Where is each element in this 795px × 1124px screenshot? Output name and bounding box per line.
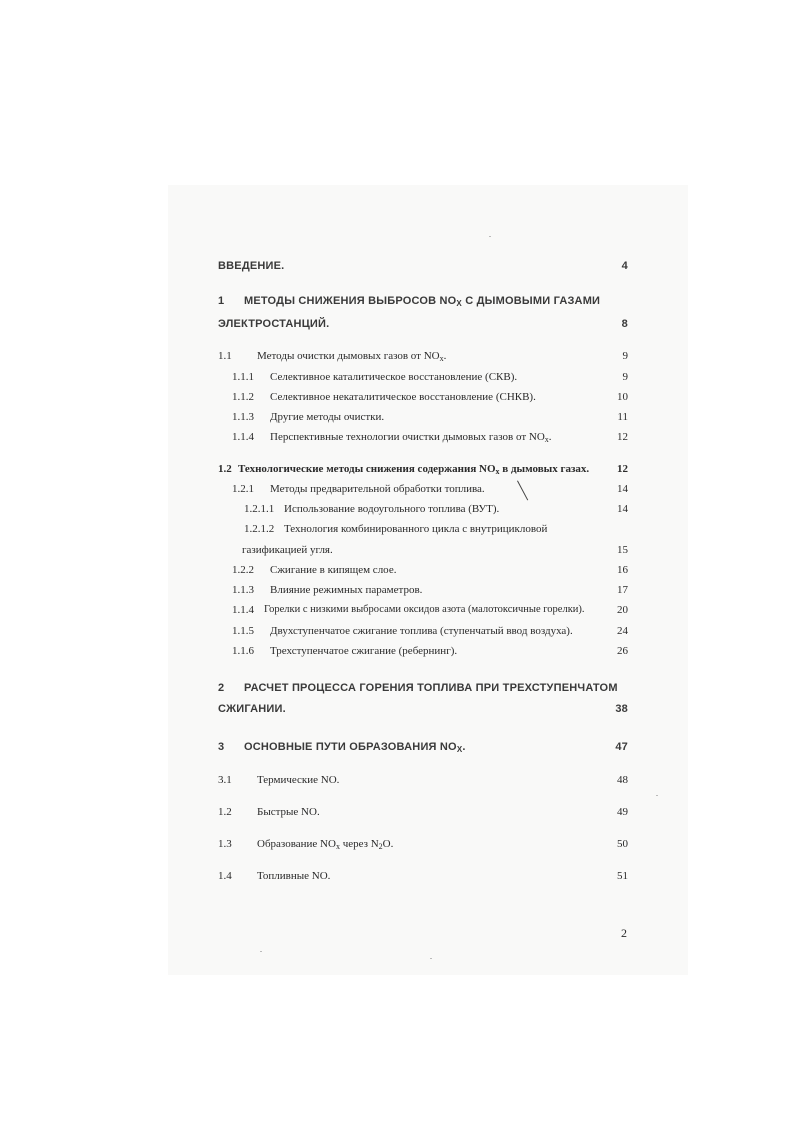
toc-page: 15 — [617, 544, 628, 556]
toc-page: 4 — [621, 260, 628, 272]
toc-title: Селективное некаталитическое восстановление (СНКВ). — [270, 391, 536, 403]
toc-title: Топливные NO. — [257, 870, 331, 882]
toc-title: Другие методы очистки. — [270, 411, 385, 423]
toc-section-1-2-1-1[interactable] — [218, 499, 628, 519]
toc-page: 49 — [617, 806, 628, 818]
toc-section-1-1-3[interactable] — [218, 407, 628, 427]
toc-page: 50 — [617, 838, 628, 850]
scan-speck — [656, 795, 658, 796]
toc-title: Технологические методы снижения содержания $NO_x$ в дымовых газах. — [238, 463, 590, 476]
toc-page: 12 — [617, 463, 628, 475]
toc-number: 1.1.6 — [232, 645, 254, 657]
toc-page: 8 — [621, 318, 628, 330]
toc-section-3-3[interactable] — [218, 834, 628, 854]
toc-section-3-4[interactable] — [218, 866, 628, 886]
toc-section-1-2[interactable] — [218, 459, 628, 479]
toc-number: 1.2 — [218, 806, 232, 818]
scan-speck — [260, 951, 262, 952]
toc-page: 14 — [617, 503, 628, 515]
toc-title: Образование $NO_x$ через $N_2O$. — [257, 838, 394, 851]
toc-title: Влияние режимных параметров. — [270, 584, 423, 596]
toc-page: 9 — [622, 371, 628, 383]
toc-title: Горелки с низкими выбросами оксидов азота (малотоксичные горелки). — [264, 604, 585, 615]
toc-chapter-2[interactable] — [218, 678, 628, 698]
toc-page: 38 — [615, 703, 628, 715]
toc-number: 1.2.1 — [232, 483, 254, 495]
scan-speck — [489, 236, 491, 237]
toc-chapter-1[interactable] — [218, 291, 628, 311]
toc-title: Методы очистки дымовых газов от $NO_x$. — [257, 350, 447, 363]
toc-page: 12 — [617, 431, 628, 443]
toc-title: МЕТОДЫ СНИЖЕНИЯ ВЫБРОСОВ $NO_X$ С ДЫМОВЫМИ ГАЗАМИ — [244, 295, 601, 308]
toc-number: 1.1.1 — [232, 371, 254, 383]
toc-section-1-1-2[interactable] — [218, 387, 628, 407]
toc-page: 20 — [617, 604, 628, 616]
toc-page: 24 — [617, 625, 628, 637]
toc-title: РАСЧЕТ ПРОЦЕССА ГОРЕНИЯ ТОПЛИВА ПРИ ТРЕХСТУПЕНЧАТОМ — [244, 682, 618, 694]
toc-page: 14 — [617, 483, 628, 495]
toc-number: 1.2 — [218, 463, 232, 475]
toc-section-3-2[interactable] — [218, 802, 628, 822]
toc-section-1-1-4[interactable] — [218, 427, 628, 447]
toc-section-1-1-6[interactable] — [218, 641, 628, 661]
toc-section-1-1-3b[interactable] — [218, 580, 628, 600]
toc-number: 1.1.5 — [232, 625, 254, 637]
toc-title: СЖИГАНИИ. — [218, 703, 286, 715]
toc-title: Быстрые NO. — [257, 806, 320, 818]
toc-title: Перспективные технологии очистки дымовых газов от $NO_x$. — [270, 431, 552, 444]
toc-number: 1.2.1.1 — [244, 503, 275, 515]
toc-number: 2 — [218, 682, 225, 694]
toc-number: 1.2.1.2 — [244, 523, 275, 535]
toc-number: 3 — [218, 741, 225, 753]
toc-title: ОСНОВНЫЕ ПУТИ ОБРАЗОВАНИЯ $NO_X$. — [244, 741, 466, 754]
toc-section-1-1-4b[interactable] — [218, 600, 628, 620]
toc-page: 11 — [617, 411, 628, 423]
toc-chapter-2-line2[interactable] — [218, 699, 628, 719]
toc-title: газификацией угля. — [242, 544, 333, 556]
page-number: 2 — [621, 926, 627, 940]
toc-number: 1.1.3 — [232, 584, 254, 596]
toc-section-1-2-2[interactable] — [218, 560, 628, 580]
toc-chapter-1-line2[interactable] — [218, 314, 628, 334]
toc-title: Селективное каталитическое восстановление (СКВ). — [270, 371, 518, 383]
toc-title: Использование водоугольного топлива (ВУТ). — [284, 503, 500, 515]
toc-number: 1.3 — [218, 838, 232, 850]
toc-section-1-2-1-2-line2[interactable] — [218, 540, 628, 560]
toc-page: 47 — [615, 741, 628, 753]
toc-chapter-3[interactable] — [218, 737, 628, 757]
toc-title: ЭЛЕКТРОСТАНЦИЙ. — [218, 318, 330, 330]
toc-section-1-2-1[interactable] — [218, 479, 628, 499]
toc-number: 3.1 — [218, 774, 232, 786]
toc-title: Термические NO. — [257, 774, 340, 786]
toc-page: 9 — [622, 350, 628, 362]
toc-number: 1.1.3 — [232, 411, 254, 423]
toc-section-3-1[interactable] — [218, 770, 628, 790]
toc-title: Сжигание в кипящем слое. — [270, 564, 397, 576]
toc-page: 51 — [617, 870, 628, 882]
scan-speck — [430, 958, 432, 959]
toc-section-1-1-1[interactable] — [218, 367, 628, 387]
toc-title: Технология комбинированного цикла с внутрицикловой — [284, 523, 548, 535]
toc-section-1-1-5[interactable] — [218, 621, 628, 641]
toc-page: 26 — [617, 645, 628, 657]
toc-page: 17 — [617, 584, 628, 596]
toc-section-1-1[interactable] — [218, 346, 628, 366]
toc-section-1-2-1-2[interactable] — [218, 519, 628, 539]
toc-number: 1.1.4 — [232, 604, 254, 616]
toc-title: ВВЕДЕНИЕ. — [218, 260, 285, 272]
toc-page: 10 — [617, 391, 628, 403]
toc-number: 1.4 — [218, 870, 232, 882]
toc-intro[interactable] — [218, 256, 628, 276]
toc-number: 1.1.2 — [232, 391, 254, 403]
toc-number: 1.2.2 — [232, 564, 254, 576]
toc-page: 48 — [617, 774, 628, 786]
toc-number: 1.1.4 — [232, 431, 254, 443]
toc-number: 1 — [218, 295, 225, 307]
toc-title: Методы предварительной обработки топлива. — [270, 483, 485, 495]
toc-page: 16 — [617, 564, 628, 576]
toc-title: Двухступенчатое сжигание топлива (ступенчатый ввод воздуха). — [270, 625, 573, 637]
toc-number: 1.1 — [218, 350, 232, 362]
toc-title: Трехступенчатое сжигание (ребернинг). — [270, 645, 458, 657]
